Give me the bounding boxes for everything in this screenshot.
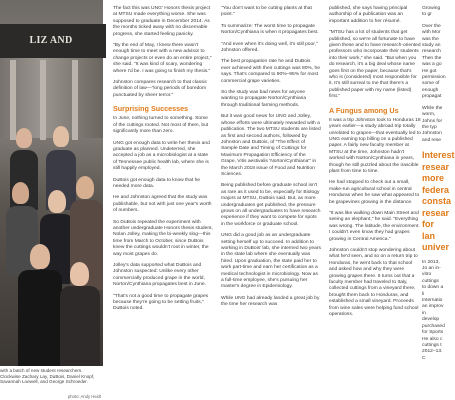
building-sign: LIZ AND <box>0 24 106 58</box>
article-column-1 <box>113 6 213 318</box>
paragraph: While the worm, Johns for the typ Johnston and rese <box>422 105 443 143</box>
article-column-4-partial <box>422 6 455 367</box>
paragraph: "That's not a good time to propagate grapes because they're going to be setting fruits," DuBois noted. <box>113 293 209 312</box>
paragraph: The fact this was UNG' Honors thesis project at MTSU made everything worse. She was supposed to graduate in December 2014. As the months ticked away with no discernable progress, she started feeling panicky. <box>113 6 211 37</box>
paragraph: Johnston couldn't stop wondering about what he'd seen, and so on a return trip to Honduras, he went back to that school and asked how and why they were growing grapes there. It turns out that a faculty member had traveled to Italy, collected cuttings from a vineyard there, brought them back to Honduras, and established a small vineyard. Proceeds from wine sales were helping fund school operations. <box>329 248 419 318</box>
paragraph: So DuBois repeated the experiment with another undergraduate Honors thesis student, Nolan Jolley, making the bi-weekly slog—this time from March to October, since DuBois knew the cuttings wouldn't root in winter, the way most grapes do. <box>113 219 213 257</box>
paragraph: He had stopped to check out a small, make-run agricultural school in central Honduras when he saw what appeared to be grapevines growing in the distance. <box>329 180 420 205</box>
paragraph: While UNG had already landed a great job by the time her research was <box>221 295 320 308</box>
paragraph: Being published before graduate school isn't as rare as it used to be, especially for Biology majors at MTSU, DuBois said. But, as more undergraduates get published, the pressure grows on all undergraduates to have research experience if they want to compete for spots in the workforce or graduate school. <box>221 183 321 227</box>
person-head <box>48 190 66 213</box>
paragraph: Jolley's data supported what DuBois and Johnston suspected: Unlike every other commercially produced grape in the world, Norton/Cynthiana propagates best in June. <box>113 263 206 288</box>
photo-caption <box>0 368 103 399</box>
paragraph: "It was like walking down Main Street and seeing an elephant," he said. "Everything was wrong. The latitude, the environment. I couldn't even know they had grapes growing in Central America." <box>329 210 420 242</box>
person-head <box>76 176 94 199</box>
section-heading: Surprising Successes <box>113 104 189 114</box>
person-body <box>18 270 62 366</box>
building-column <box>40 60 46 140</box>
paragraph: The best propagation rate he and DuBois ever achieved with their cuttings was 80%, he says. That's compared to 90%–95% for most commercial grape varieties. <box>221 59 320 84</box>
building-column <box>72 60 78 140</box>
person-head <box>30 244 50 269</box>
paragraph: published, she says having principal authorship of a publication was an important addition to her résumé. <box>329 6 408 24</box>
paragraph: Growing to gr <box>422 6 441 18</box>
paragraph: To summarize: The worst time to propagate Norton/Cynthiana is when it propagates best. <box>221 23 319 36</box>
person-head <box>16 128 32 148</box>
section-heading: A Fungus among Us <box>329 105 399 115</box>
paragraph: So the study was bad news for anyone wanting to propagate Norton/Cynthiana through traditional farming methods. <box>221 90 307 108</box>
person-head <box>70 262 89 286</box>
article-column-3 <box>329 6 421 323</box>
pull-quote: Interest resear more federa consta resear for lan univer <box>422 150 455 253</box>
paragraph: Johnston compares research to that classic definition of law—"long periods of boredom punctuated by sheer terror." <box>113 80 208 98</box>
paragraph: But it was good news for UNG and Jolley, whose efforts were ultimately rewarded with a publication. The two MTSU students are listed as first and second authors, followed by Johnston and DuBois, of "The Effect of Sample Date and Timing of Cuttings for Maximum Propagation Efficiency of the Grape, Vitis aestivalis 'Norton/Cynthiana'" in the March 2018 issue of Food and Nutrition Sciences. <box>221 114 321 177</box>
article-column-2 <box>221 6 321 314</box>
person-head <box>53 126 69 147</box>
paragraph: Over the with Mor was the study an research Then the was a go He got permission some of enough propagat <box>422 23 446 100</box>
paragraph: "You don't want to be cutting plants at that point." <box>221 6 312 18</box>
paragraph: It was a trip Johnston took to Honduras 18 years earlier—a study abroad trip totally unrelated to grapes—that eventually led to UNG earning top billing on a published paper. A fairly new faculty member at MTSU at the time, Johnston hadn't worked with Norton/Cynthiana in years, though he still puzzled about the irascible plant from time to time. <box>329 117 421 174</box>
paragraph: "MTSU has a lot of students that get published, so we're all fortunate to have given these and to have research-oriented professors who incorporate their students into their work," she said. "But when you do research, it's a big deal whose name goes first on the paper, because that's who is (considered) most responsible for it. It's still surreal to me that there's a published paper with my name (listed) first." <box>329 30 421 100</box>
group-photo <box>0 0 103 366</box>
paragraph: "By the end of May, I knew there wasn't enough time to meet with a new advisor to change projects or even do an entire project," she said. "It was kind of scary, wondering where I'd be. I was going to finish my thesis." <box>113 43 212 74</box>
paragraph: UNG did a good job as an undergraduate setting herself up to succeed. In addition to working in DuBois' lab, she interned two years in the state lab where she eventually was hired. Upon graduation, the state paid her to work part-time and earn her certification as a medical technologist in microbiology. Now as a full-time employee, she's pursuing her master's degree in Epidemiology. <box>221 233 321 290</box>
person-head <box>12 182 29 204</box>
paragraph: "And even when it's doing well, it's still poor," Johnston offered. <box>221 41 318 54</box>
paragraph: In 2013, Jo an in-vitro cuttings to down a li Internatio an improv in develop purchased for Sports He also c cuttings t 2012–13. C <box>422 259 445 361</box>
caption-text: with a batch of new student researchers. Clockwise Zachary Lay, DuBois, Daniel Knopf, Savannah Loewell, and George Schroeder. <box>0 368 95 385</box>
paragraph: He and Johnston agreed that the study was publishable, but not with just one year's worth of numbers. <box>113 195 212 214</box>
paragraph: UNG got enough data to write her thesis and graduate as planned. Undeterred, she accepted a job as a microbiologist at a state of Tennessee public health lab, where she is still happily employed. <box>113 140 210 172</box>
person-body <box>60 286 100 366</box>
paragraph: In June, nothing turned to something. Some of the cuttings rooted. Not most of them, but significantly more than zero. <box>113 116 209 135</box>
photo-credit: photo: Andy Heidt <box>67 394 101 399</box>
paragraph: DuBois got enough data to know that he needed more data. <box>113 177 201 189</box>
building-column <box>10 60 16 140</box>
